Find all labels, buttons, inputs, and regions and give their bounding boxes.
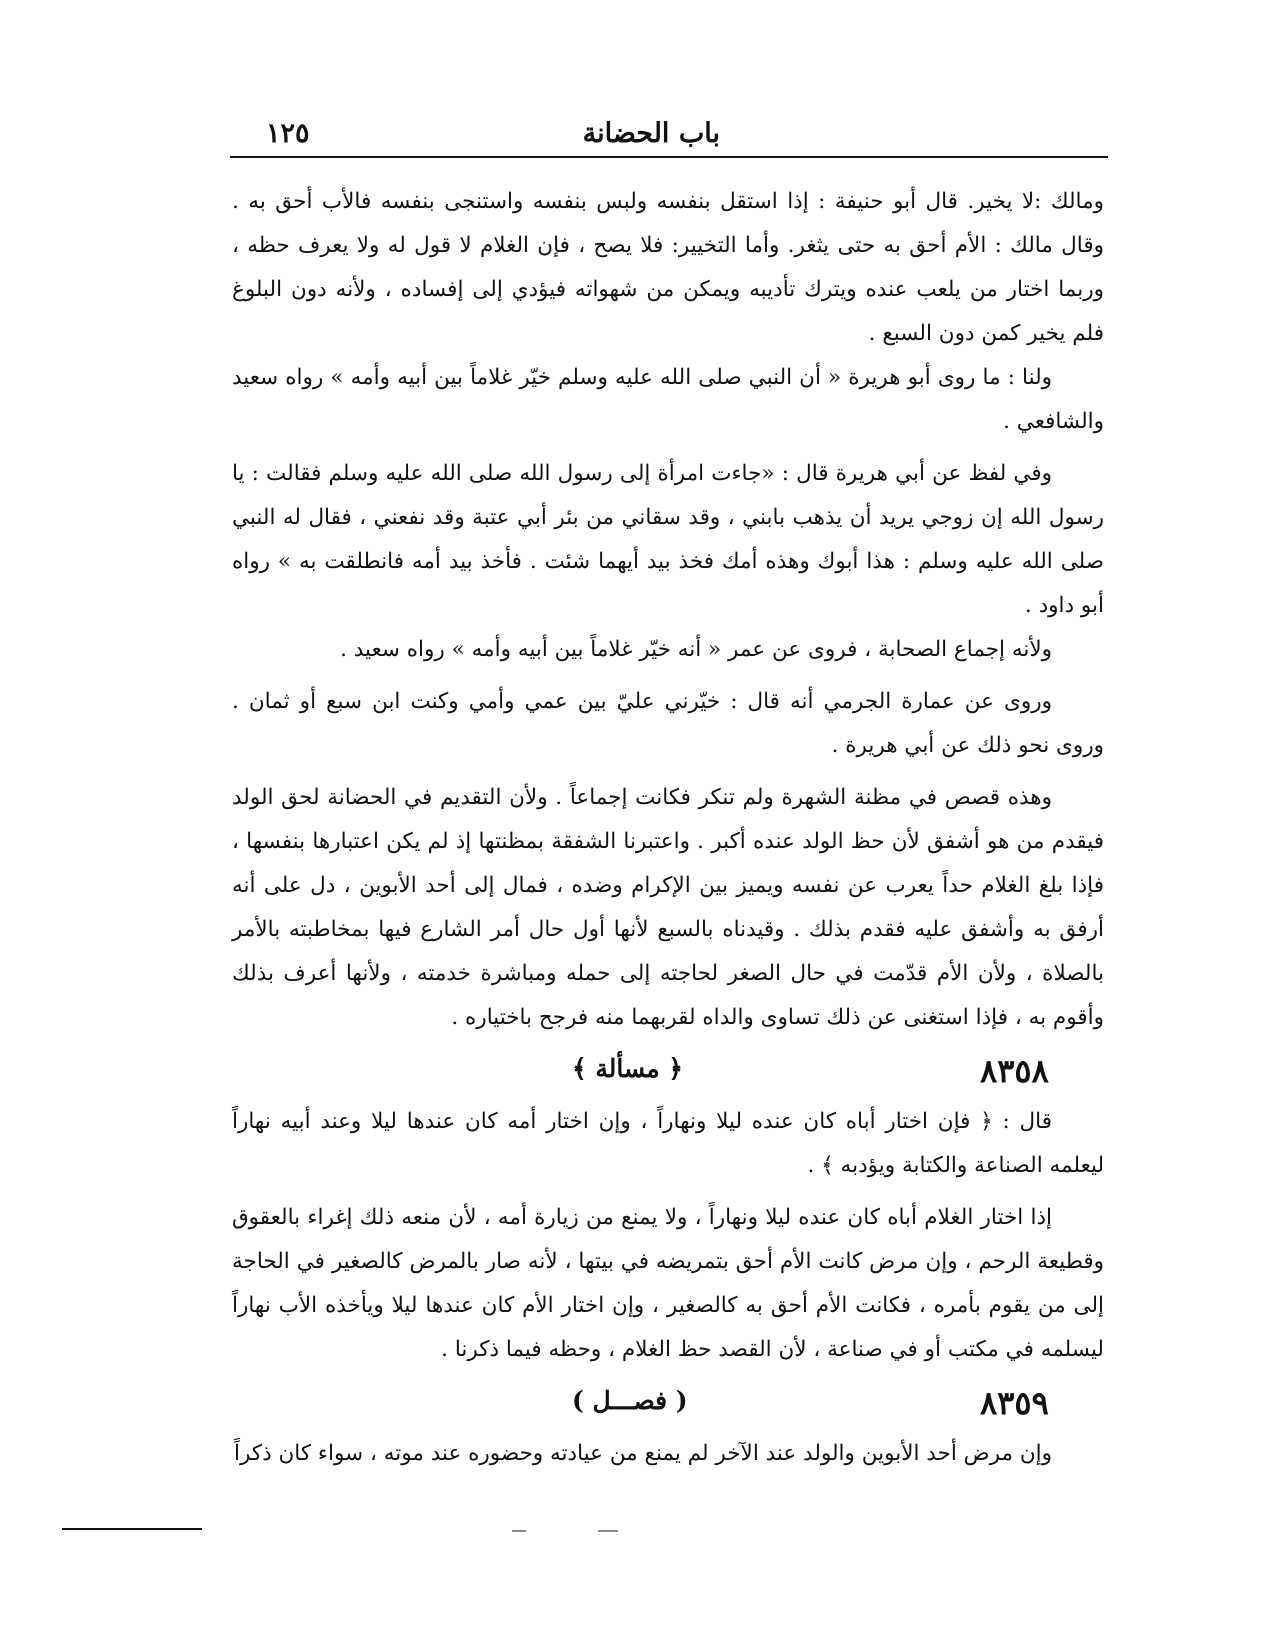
paragraph: قال : ﴿ فإن اختار أباه كان عنده ليلا ونهاراً ، وإن اختار أمه كان عندها ليلا وعند أبيه نهاراً ليعلمه الصناعة والكتابة ويؤدبه ﴾ . (232, 1109, 1104, 1178)
page-body (232, 180, 1104, 1476)
header-rule (230, 156, 1108, 158)
paragraph: وفي لفظ عن أبي هريرة قال : «جاءت امرأة إلى رسول الله صلى الله عليه وسلم فقالت : يا رسول الله إن زوجي يريد أن يذهب بابني ، وقد سقاني من بئر أبي عتبة وقد نفعني ، فقال له النبي صلى الله عليه وسلم : هذا أبوك وهذه أمك فخذ بيد أيهما شئت . فأخذ بيد أمه فانطلقت به » رواه أبو داود . (232, 461, 1104, 618)
paragraph: ومالك :لا يخير. قال أبو حنيفة : إذا استقل بنفسه ولبس بنفسه واستنجى بنفسه فالأب أحق به . وقال مالك : الأم أحق به حتى يثغر. وأما التخيير: فلا يصح ، فإن الغلام لا قول له ولا يعرف حظه ، وربما اختار من يلعب عنده ويترك تأديبه ويمكن من شهواته فيؤدي إلى إفساده ، ولأنه دون البلوغ فلم يخير كمن دون السبع . (232, 189, 1104, 346)
paragraph: وهذه قصص في مظنة الشهرة ولم تنكر فكانت إجماعاً . ولأن التقديم في الحضانة لحق الولد فيقدم من هو أشفق لأن حظ الولد عنده أكبر . واعتبرنا الشفقة بمظنتها إذ لم يكن اعتبارها بنفسها ، فإذا بلغ الغلام حداً يعرب عن نفسه ويميز بين الإكرام وضده ، فمال إلى أحد الأبوين ، دل على أنه أرفق به وأشفق عليه فقدم بذلك . وقيدناه بالسبع لأنها أول حال أمر الشارع فيها بمخاطبته بالأمر بالصلاة ، ولأن الأم قدّمت في حال الصغر لحاجته إلى حمله ومباشرة خدمته ، ولأنها أعرف بذلك وأقوم به ، فإذا استغنى عن ذلك تساوى والداه لقربهما منه فرجح باختياره . (232, 785, 1104, 1030)
chapter-title: باب الحضانة (582, 118, 720, 149)
section-title: ﴿ مسألة ﴾ (572, 1054, 684, 1083)
section-heading (232, 1382, 1104, 1432)
paragraph: إذا اختار الغلام أباه كان عنده ليلا ونهاراً ، ولا يمنع من زيارة أمه ، لأن منعه ذلك إغراء بالعقوق وقطيعة الرحم ، وإن مرض كانت الأم أحق بتمريضه في بيتها ، لأنه صار بالمرض كالصغير في الحاجة إلى من يقوم بأمره ، فكانت الأم أحق به كالصغير ، وإن اختار الأم كان عندها ليلا ويأخذه الأب نهاراً ليسلمه في مكتب أو في صناعة ، لأن القصد حظ الغلام ، وحظه فيما ذكرنا . (232, 1205, 1105, 1362)
page-number: ١٢٥ (266, 118, 310, 149)
paragraph: وإن مرض أحد الأبوين والولد عند الآخر لم يمنع من عيادته وحضوره عند موته ، سواء كان ذكراً (234, 1441, 1052, 1466)
paragraph: ولأنه إجماع الصحابة ، فروى عن عمر « أنه خيّر غلاماً بين أبيه وأمه » رواه سعيد . (340, 637, 1052, 662)
section-title: ( فصـــل ) (572, 1386, 688, 1415)
footnote-rule (62, 1528, 202, 1530)
paragraph: وروى عن عمارة الجرمي أنه قال : خيّرني عليّ بين عمي وأمي وكنت ابن سبع أو ثمان . وروى نحو ذلك عن أبي هريرة . (232, 689, 1104, 758)
paragraph: ولنا : ما روى أبو هريرة « أن النبي صلى الله عليه وسلم خيّر غلاماً بين أبيه وأمه » رواه سعيد والشافعي . (232, 365, 1104, 434)
scan-mark (512, 1530, 526, 1532)
scan-mark (598, 1530, 618, 1532)
section-number: ٨٣٥٨ (980, 1052, 1049, 1090)
section-heading (232, 1050, 1104, 1100)
page-header (230, 118, 1108, 152)
section-number: ٨٣٥٩ (980, 1384, 1049, 1422)
